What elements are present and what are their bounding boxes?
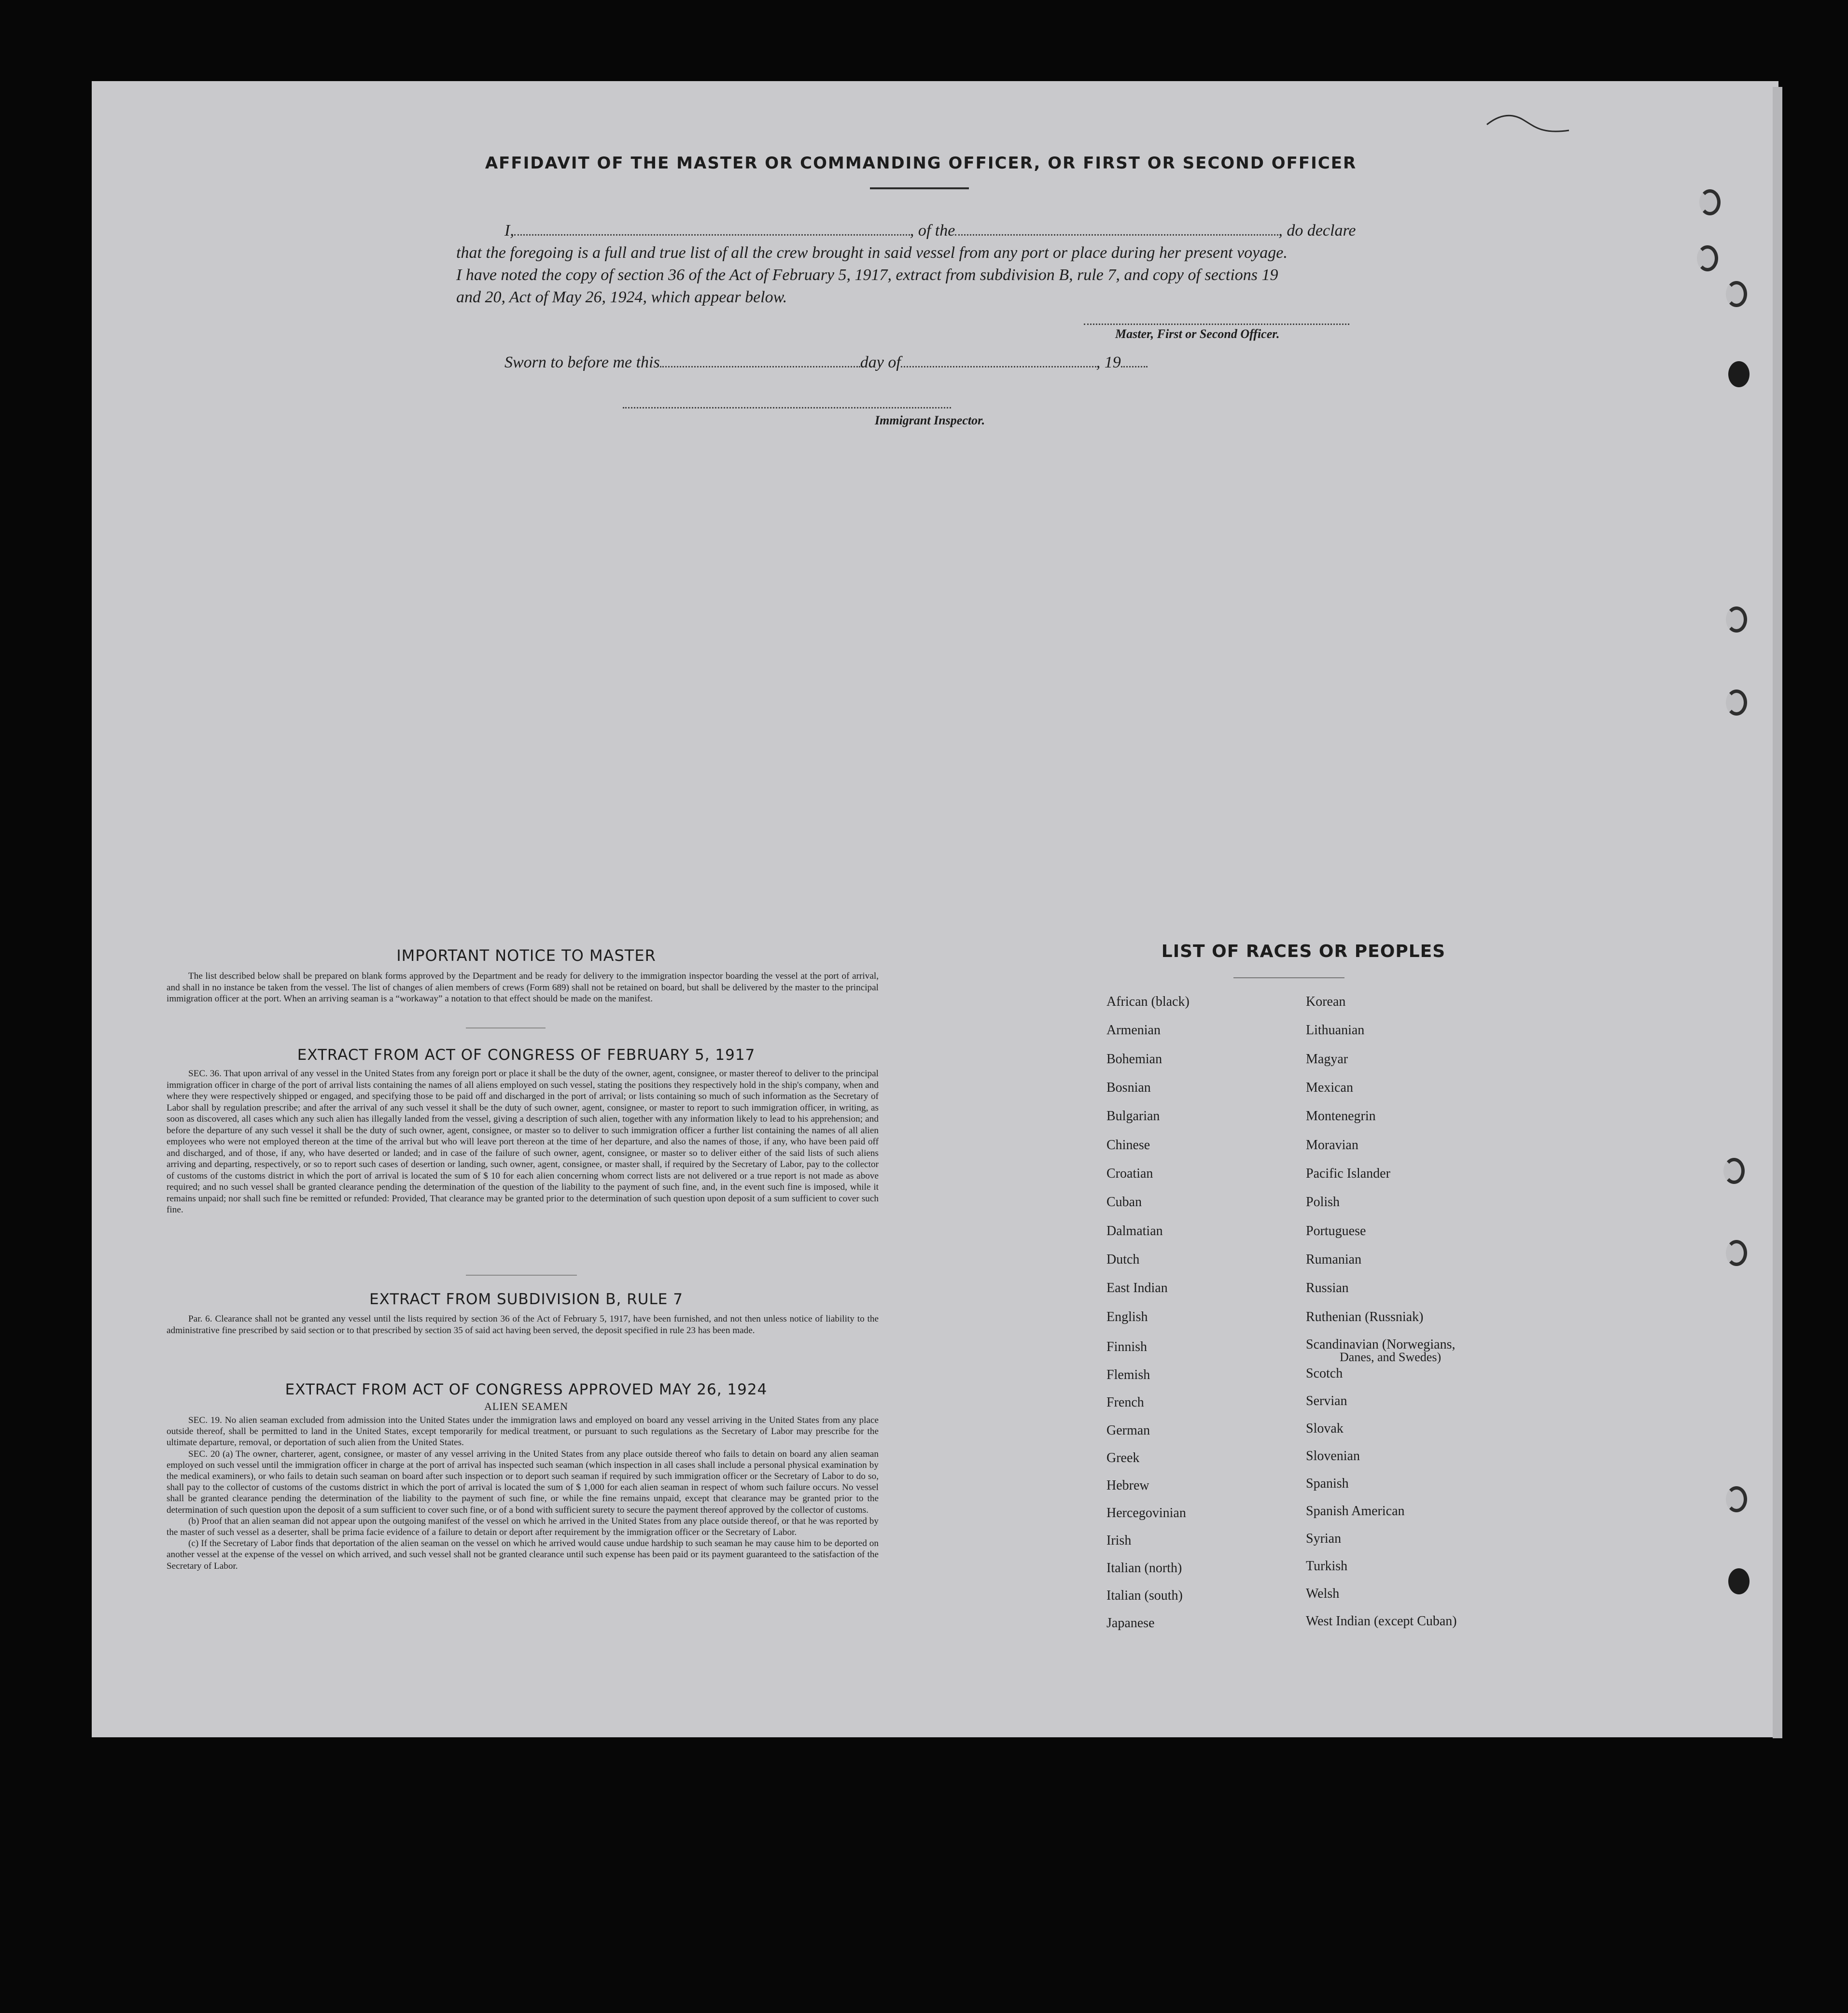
race-item: Italian (north) [1106,1561,1182,1576]
race-item: African (black) [1106,994,1190,1009]
extract-1924-paragraph: (c) If the Secretary of Labor finds that deportation of the alien seaman on the vessel on which he arrived would cause undue hardship to such seaman he may cause him to be deported on another vessel at the expense of the vessel on which arrived, and such vessel shall not be granted clearance until such expense has been paid or its payment guaranteed to the satisfaction of the Secretary of Labor. [167,1538,879,1571]
race-item: Scotch [1306,1366,1343,1381]
extract-1924-paragraph: SEC. 19. No alien seaman excluded from admission into the United States under the immigration laws and employed on board any vessel arriving in the United States from any place outside thereof, shall be permitted to land in the United States, except temporarily for medical treatment, or pursuant to such regulations as the Secretary of Labor may prescribe for the ultimate departure, removal, or deportation of such alien from the United States. [167,1415,879,1448]
affidavit-line-4: and 20, Act of May 26, 1924, which appear below. [456,288,787,306]
race-item: Croatian [1106,1166,1153,1181]
race-item: Hebrew [1106,1478,1149,1493]
race-item: Pacific Islander [1306,1166,1390,1181]
rule7-body [167,1313,879,1336]
punch-hole [1726,1240,1747,1266]
race-item: Italian (south) [1106,1588,1183,1603]
races-title-rule [1233,977,1344,978]
notice-title: IMPORTANT NOTICE TO MASTER [396,946,656,965]
section-rule [466,1275,577,1276]
affidavit-line-1 [456,220,1386,242]
punch-hole [1728,1568,1750,1594]
race-item: Scandinavian (Norwegians, [1306,1337,1456,1352]
rule7-paragraph: Par. 6. Clearance shall not be granted any vessel until the lists required by section 36 of the Act of February 5, 1917, have been furnished, and not then unless notice of liability to the administrative fine prescribed by said section or to that prescribed by section 35 of said act having been served, the deposit specified in rule 23 has been made. [167,1314,879,1336]
race-item: Polish [1306,1195,1340,1210]
master-signature-blank[interactable] [1084,310,1349,325]
race-item: Hercegovinian [1106,1506,1186,1520]
inspector-signature-blank[interactable] [623,394,951,408]
race-item: Lithuanian [1306,1023,1365,1038]
races-title: LIST OF RACES OR PEOPLES [1161,942,1446,961]
pen-scribble-mark [1484,110,1571,139]
affidavit-line-2: that the foregoing is a full and true list of all the crew brought in said vessel from any port or place during her present voyage. [456,244,1288,262]
race-item: Greek [1106,1450,1140,1465]
race-item: Finnish [1106,1339,1148,1354]
extract-1924-paragraph: SEC. 20 (a) The owner, charterer, agent, consignee, or master of any vessel arriving in the United States from any place outside thereof who fails to detain on board any alien seaman employed on such vessel until the immigration officer in charge at the port of arrival has inspected such seaman (which inspection in all cases shall include a personal physical examination by the medical examiners), or who fails to detain such seaman on board after such inspection or to deport such seaman if required by such immigration officer or the Secretary of Labor to do so, shall pay to the collector of customs of the customs district in which the port of arrival is located the sum of $ 1,000 for each alien seaman in respect of whom such failure occurs. No vessel shall be granted clearance pending the determination of the liability to the payment of such fine, or while the fine remains unpaid, except that clearance may be granted prior to the determination of such question upon the deposit of a sum sufficient to cover such fine, or of a bond with sufficient surety to secure the payment thereof approved by the collector of customs. [167,1449,879,1515]
extract-1917-paragraph: SEC. 36. That upon arrival of any vessel in the United States from any foreign port or place it shall be the duty of the owner, agent, consignee, or master thereof to deliver to the principal immigration officer in charge of the port of arrival lists containing the names of all aliens employed on such vessel, stating the positions they respectively hold in the ship's company, when and where they were respectively shipped or engaged, and specifying those to be paid off and discharged in the port of arrival; or lists containing so much of such information as the Secretary of Labor shall by regulation prescribe; and after the arrival of any such vessel it shall be the duty of such owner, agent, consignee, or master to report to such immigration officer, in writing, as soon as discovered, all cases which any such alien has illegally landed from the vessel, giving a description of such alien, together with any information likely to lead to his apprehension; and before the departure of any such vessel it shall be the duty of such owner, agent, consignee, or master so to deliver to such immigration officer a further list containing the names of all alien employees who were not employed thereon at the time of the arrival but who will leave port thereon at the time of her departure, and also the names of those, if any, who have been paid off and discharged, and of those, if any, who have deserted or landed; and in case of the failure of such owner, agent, consignee, or master so to deliver either of the said lists of such aliens arriving and departing, respectively, or so to report such cases of desertion or landing, such owner, agent, consignee, or master shall, if required by the Secretary of Labor, pay to the collector of customs of the customs district in which the port of arrival is located the sum of $ 10 for each alien concerning whom correct lists are not delivered or a true report is not made as above required; and no such vessel shall be granted clearance pending the determination of the question of the liability to the payment of such fine, and, in the event such fine is imposed, while it remains unpaid; nor shall such fine be remitted or refunded: Provided, That clearance may be granted prior to the determination of such question upon deposit of a sum sufficient to cover such fine. [167,1069,879,1215]
race-item: Flemish [1106,1367,1150,1382]
extract-1924-paragraph: (b) Proof that an alien seaman did not appear upon the outgoing manifest of the vessel on which he arrived in the United States from any place outside thereof, or that he was reported by the master of such vessel as a deserter, shall be prima facie evidence of a failure to detain or deport after requirement by the immigration officer or the Secretary of Labor. [167,1516,879,1538]
vessel-blank[interactable] [955,234,1278,236]
affidavit-line-3: I have noted the copy of section 36 of the Act of February 5, 1917, extract from subdivision B, rule 7, and copy of sections 19 [456,266,1278,284]
race-item: Dutch [1106,1252,1140,1267]
rule7-title: EXTRACT FROM SUBDIVISION B, RULE 7 [369,1291,683,1308]
race-item: Chinese [1106,1138,1150,1153]
affidavit-do-declare: , do declare [1278,222,1356,239]
extract-1917-body [167,1068,879,1216]
year-blank[interactable] [1121,366,1148,367]
punch-hole [1723,1158,1745,1184]
notice-paragraph: The list described below shall be prepared on blank forms approved by the Department and be ready for delivery to the immigration inspector boarding the vessel at the port of arrival, and shall in no instance be taken from the vessel. The list of changes of alien members of crews (Form 689) shall not be retained on board, but shall be delivered by the master to the principal immigration officer at the port. When an arriving seaman is a “workaway” a notation to that effect should be made on the manifest. [167,971,879,1004]
punch-hole [1726,281,1747,307]
punch-hole [1697,245,1718,271]
affidavit-of-the: , of the [910,222,955,239]
extract-1917-title: EXTRACT FROM ACT OF CONGRESS OF FEBRUARY 5, 1917 [297,1046,756,1064]
punch-hole [1726,1486,1747,1512]
race-item: Ruthenian (Russniak) [1306,1309,1424,1324]
notice-body [167,971,879,1005]
race-item: Russian [1306,1281,1349,1295]
affidavit-i: I, [504,222,514,239]
day-blank[interactable] [660,366,860,367]
race-item: West Indian (except Cuban) [1306,1614,1457,1629]
affidavit-title: AFFIDAVIT OF THE MASTER OR COMMANDING OFFICER, OR FIRST OR SECOND OFFICER [485,154,1357,173]
race-item: Bulgarian [1106,1109,1160,1124]
extract-1924-title: EXTRACT FROM ACT OF CONGRESS APPROVED MAY 26, 1924 [285,1381,768,1398]
punch-hole [1728,361,1750,387]
page-edge [1773,87,1782,1738]
master-signature-label: Master, First or Second Officer. [1115,327,1280,341]
affidavit-title-rule [870,187,969,189]
race-item: Armenian [1106,1023,1161,1038]
race-item: Mexican [1306,1080,1353,1095]
race-item: Dalmatian [1106,1224,1163,1239]
race-item: Slovenian [1306,1449,1360,1464]
race-item: Danes, and Swedes) [1340,1350,1442,1364]
race-item: Servian [1306,1394,1347,1408]
sworn-text: Sworn to before me this [504,353,660,371]
month-blank[interactable] [901,366,1096,367]
race-item: Irish [1106,1533,1132,1548]
race-item: English [1106,1309,1148,1324]
name-blank[interactable] [514,234,910,236]
race-item: Cuban [1106,1195,1142,1210]
race-item: Spanish [1306,1476,1349,1491]
race-item: Japanese [1106,1616,1155,1631]
race-item: East Indian [1106,1281,1168,1295]
race-item: Korean [1306,994,1346,1009]
race-item: German [1106,1423,1150,1438]
race-item: Bohemian [1106,1052,1162,1067]
race-item: Syrian [1306,1531,1342,1546]
punch-hole [1699,189,1721,215]
race-item: Turkish [1306,1559,1348,1574]
punch-hole [1726,690,1747,716]
race-item: Rumanian [1306,1252,1362,1267]
extract-1924-body [167,1415,879,1572]
race-item: Magyar [1306,1052,1348,1067]
race-item: Moravian [1306,1138,1358,1153]
race-item: Slovak [1306,1421,1344,1436]
race-item: French [1106,1395,1144,1410]
race-item: Montenegrin [1306,1109,1376,1124]
race-item: Portuguese [1306,1224,1366,1239]
sworn-line [504,352,1229,374]
punch-hole [1726,606,1747,633]
year-prefix: , 19 [1096,353,1121,371]
race-item: Welsh [1306,1586,1340,1601]
extract-1924-subtitle: ALIEN SEAMEN [484,1400,568,1412]
race-item: Bosnian [1106,1080,1151,1095]
day-of-text: day of [860,353,901,371]
inspector-signature-label: Immigrant Inspector. [875,413,985,427]
race-item: Spanish American [1306,1504,1405,1519]
